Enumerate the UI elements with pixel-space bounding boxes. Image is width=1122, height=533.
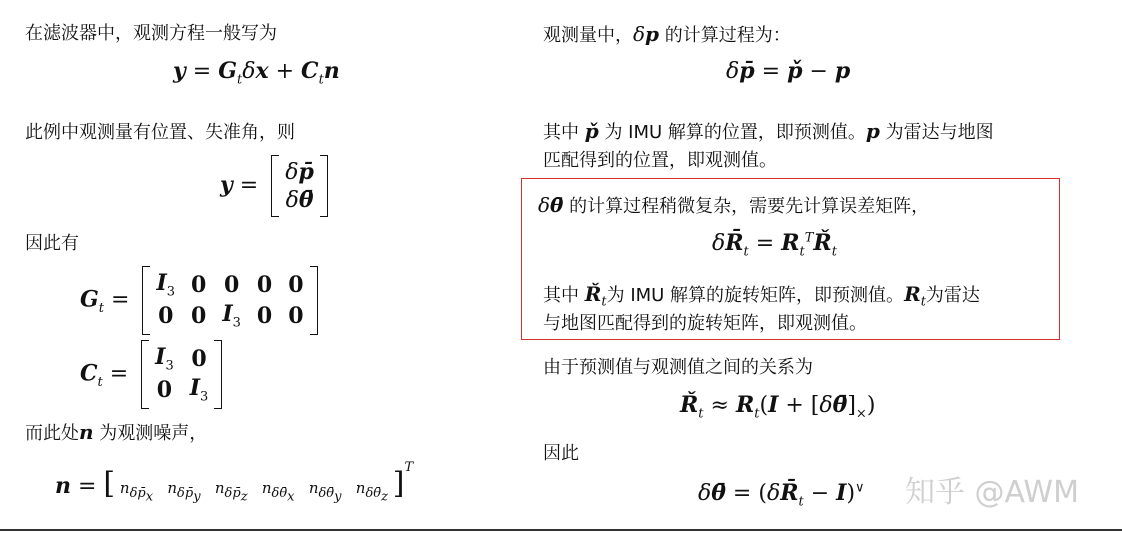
relation-text: 由于预测值与观测值之间的关系为 xyxy=(543,357,813,378)
relation-equation: $Ř_t \approx R_t(I$ + $[\delta\thetā]_\times$) xyxy=(680,392,876,422)
delta-r-equation: $\delta R̄_t$ = $R_t^TŘ_t$ xyxy=(712,230,837,260)
intro-text: 在滤波器中，观测方程一般写为 xyxy=(25,23,277,44)
c-matrix-equation: $C_t$ = $I_3$ 0 0 $I_3$ xyxy=(80,340,222,409)
hence-text: 因此有 xyxy=(25,233,79,254)
example-text: 此例中观测量有位置、失准角，则 xyxy=(25,122,295,143)
delta-p-equation: δp̄ = p̌ − p xyxy=(726,58,851,84)
obs-title-text: 观测量中，δp 的计算过程为： xyxy=(543,22,791,46)
observation-equation: $y = G_t\delta x + C_tn$ xyxy=(173,58,340,88)
box-title-text: δθ̄ 的计算过程稍微复杂，需要先计算误差矩阵， xyxy=(538,193,930,217)
position-desc-line2: 匹配得到的位置，即观测值。 xyxy=(543,150,777,171)
bottom-divider xyxy=(0,529,1122,531)
rotation-desc-line2: 与地图匹配得到的旋转矩阵，即观测值。 xyxy=(543,313,867,334)
g-matrix-equation: $G_t$ = $I_3$ 0 0 0 0 0 0 $I_3$ 0 0 xyxy=(80,266,318,335)
watermark-text: 知乎 @AWM xyxy=(905,475,1079,510)
y-vector-equation: y = δp̄ δθ̄ xyxy=(220,155,328,217)
rotation-desc-line1: 其中 $Ř_t$为 IMU 解算的旋转矩阵，即预测值。$R_t$为雷达 xyxy=(543,282,980,310)
position-desc-line1: 其中 p̌ 为 IMU 解算的位置，即预测值。p 为雷达与地图 xyxy=(543,119,994,143)
noise-vector-equation: n = [ $n_{\delta p̄_x}$ $n_{\delta p̄_y}$ $n_{\delta p̄_z}$ $n_{\delta\thetā_x}$ $n_{\delta\thetā_y}$ $n_{\delta\thetā_z}$ ]$^T$ xyxy=(55,460,414,505)
therefore-text: 因此 xyxy=(543,443,579,464)
noise-text: 而此处n 为观测噪声， xyxy=(25,420,208,444)
delta-theta-equation: δθ̄ = $(\delta R̄_t - I)^\vee$ xyxy=(698,480,865,510)
